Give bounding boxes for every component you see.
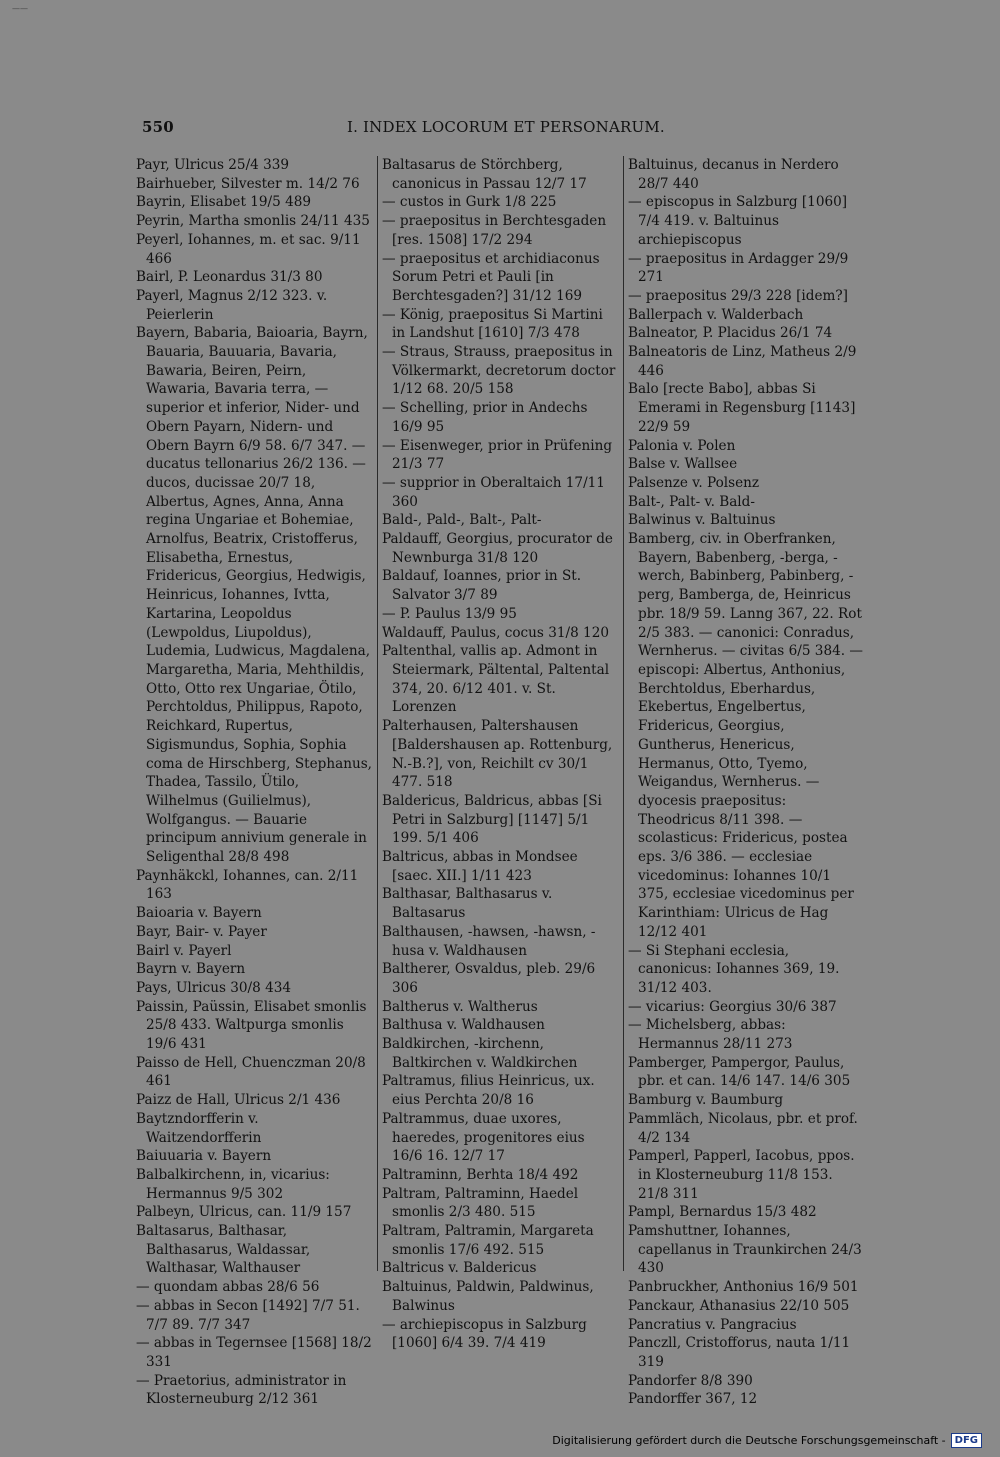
running-title: I. INDEX LOCORUM ET PERSONARUM. <box>347 118 665 136</box>
index-entry: — P. Paulus 13/9 95 <box>382 605 517 622</box>
corner-mark: —— <box>12 4 28 13</box>
index-entry: — Si Stephani ecclesia, canonicus: Iohannes 369, 19. 31/12 403. <box>628 942 844 996</box>
index-entry: Pandorffer 367, 12 <box>628 1391 758 1408</box>
footer-text: Digitalisierung gefördert durch die Deutsche Forschungsgemeinschaft - <box>552 1433 946 1447</box>
index-entry: Palterhausen, Paltershausen [Baldershausen ap. Rottenburg, N.-B.?], von, Reichilt cv 30/1 477. 518 <box>382 718 617 791</box>
index-entry: Panbruckher, Anthonius 16/9 501 <box>628 1279 859 1296</box>
index-columns <box>136 156 868 1408</box>
index-entry: Balthausen, -hawsen, -hawsn, -husa v. Waldhausen <box>382 923 596 959</box>
index-entry: Bayern, Babaria, Baioaria, Bayrn, Bauaria, Bauuaria, Bavaria, Bawaria, Beiren, Peirn, Wawaria, Bavaria terra, — superior et inferior, Nider- und Obern Payarn, Nidern- und Obern Bayrn 6/9 58. 6/7 347. — ducatus tellonarius 26/2 136. — ducos, ducissae 20/7 18, Albertus, Agnes, Anna, Anna regina Ungariae et Bohemiae, Arnolfus, Beatrix, Cristofferus, Elisabetha, Ernestus, Fridericus, Georgius, Hedwigis, Heinricus, Iohannes, Ivtta, Kartarina, Leopoldus (Lewpoldus, Liupoldus), Ludemia, Ludwicus, Magdalena, Margaretha, Maria, Mehthildis, Otto, Otto rex Ungariae, Ötilo, Perchtoldus, Philippus, Rapoto, Reichkard, Rupertus, Sigismundus, Sophia, Sophia coma de Hirschberg, Stephanus, Thadea, Tassilo, Ütilo, Wilhelmus (Guilielmus), Wolfgangus. — Bauarie principum annivium generale in Seligenthal 28/8 498 <box>136 325 377 866</box>
index-entry: Balse v. Wallsee <box>628 456 738 473</box>
index-entry: Bald-, Pald-, Balt-, Palt- <box>382 512 542 529</box>
index-entry: Pays, Ulricus 30/8 434 <box>136 979 292 996</box>
index-entry: — custos in Gurk 1/8 225 <box>382 194 557 211</box>
index-entry: Balbalkirchenn, in, vicarius: Hermannus 9/5 302 <box>136 1166 335 1202</box>
index-entry: Paltrammus, duae uxores, haeredes, progenitores eius 16/6 16. 12/7 17 <box>382 1110 589 1165</box>
index-entry: Paltramus, filius Heinricus, ux. eius Perchta 20/8 16 <box>382 1073 600 1109</box>
digitization-footer <box>552 1431 982 1449</box>
index-entry: Balneatoris de Linz, Matheus 2/9 446 <box>628 344 861 379</box>
index-entry: Pamshuttner, Iohannes, capellanus in Traunkirchen 24/3 430 <box>628 1223 867 1277</box>
index-entry: Bairl v. Payerl <box>136 942 232 959</box>
index-entry: — vicarius: Georgius 30/6 387 <box>628 998 837 1015</box>
index-entry: Waldauff, Paulus, cocus 31/8 120 <box>382 624 609 641</box>
index-entry: — Praetorius, administrator in Klosterneuburg 2/12 361 <box>136 1372 351 1408</box>
index-entry: Baltasarus, Balthasar, Balthasarus, Waldassar, Walthasar, Walthauser <box>136 1223 315 1277</box>
index-entry: Baltuinus, Paldwin, Paldwinus, Balwinus <box>382 1279 599 1314</box>
index-entry: Baldkirchen, -kirchenn, Baltkirchen v. Waldkirchen <box>382 1036 578 1071</box>
index-entry: — episcopus in Salzburg [1060] 7/4 419. v. Baltuinus archiepiscopus <box>628 194 852 248</box>
index-entry: Baltricus v. Baldericus <box>382 1260 537 1277</box>
index-entry: — Eisenweger, prior in Prüfening 21/3 77 <box>382 437 617 473</box>
column-divider <box>377 156 378 1271</box>
column-divider <box>623 156 624 1271</box>
index-entry: — supprior in Oberaltaich 17/11 360 <box>382 474 610 510</box>
index-entry: Baltherer, Osvaldus, pleb. 29/6 306 <box>382 961 600 996</box>
index-entry: Pammläch, Nicolaus, pbr. et prof. 4/2 134 <box>628 1110 863 1146</box>
index-entry: Baltricus, abbas in Mondsee [saec. XII.] 1/11 423 <box>382 849 583 884</box>
index-column-2 <box>382 156 618 1353</box>
index-entry: Bayr, Bair- v. Payer <box>136 923 267 940</box>
index-entry: — König, praepositus Si Martini in Landshut [1610] 7/3 478 <box>382 306 608 342</box>
index-entry: Bairhueber, Silvester m. 14/2 76 <box>136 175 360 192</box>
index-entry: — praepositus et archidiaconus Sorum Petri et Pauli [in Berchtesgaden?] 31/12 169 <box>382 250 604 304</box>
index-entry: Ballerpach v. Walderbach <box>628 306 804 323</box>
index-entry: Balwinus v. Baltuinus <box>628 512 776 529</box>
index-entry: Baltasarus de Störchberg, canonicus in Passau 12/7 17 <box>382 157 587 192</box>
index-entry: — abbas in Secon [1492] 7/7 51. 7/7 89. 7/7 347 <box>136 1297 365 1333</box>
index-entry: Panckaur, Athanasius 22/10 505 <box>628 1297 850 1314</box>
index-entry: — quondam abbas 28/6 56 <box>136 1279 320 1296</box>
index-entry: — abbas in Tegernsee [1568] 18/2 331 <box>136 1335 377 1370</box>
index-entry: Baioaria v. Bayern <box>136 905 262 922</box>
index-entry: Bayrn v. Bayern <box>136 961 246 978</box>
index-entry: Baldericus, Baldricus, abbas [Si Petri in Salzburg] [1147] 5/1 199. 5/1 406 <box>382 792 607 847</box>
index-entry: Paynhäkckl, Iohannes, can. 2/11 163 <box>136 867 363 903</box>
index-entry: Palonia v. Polen <box>628 437 736 454</box>
index-entry: Baltherus v. Waltherus <box>382 998 538 1015</box>
index-entry: Payr, Ulricus 25/4 339 <box>136 157 290 173</box>
index-entry: Bamburg v. Baumburg <box>628 1092 784 1109</box>
index-entry: Balthusa v. Waldhausen <box>382 1017 545 1034</box>
page-number: 550 <box>142 118 174 136</box>
index-entry: Panczll, Cristofforus, nauta 1/11 319 <box>628 1335 855 1370</box>
index-entry: — Michelsberg, abbas: Hermannus 28/11 273 <box>628 1017 793 1053</box>
index-entry: — praepositus in Berchtesgaden [res. 1508] 17/2 294 <box>382 213 611 248</box>
index-entry: Pamberger, Pampergor, Paulus, pbr. et can. 14/6 147. 14/6 305 <box>628 1054 851 1090</box>
index-entry: Baltuinus, decanus in Nerdero 28/7 440 <box>628 157 844 192</box>
index-entry: Palbeyn, Ulricus, can. 11/9 157 <box>136 1204 352 1221</box>
index-entry: Balo [recte Babo], abbas Si Emerami in Regensburg [1143] 22/9 59 <box>628 381 860 435</box>
index-entry: Baytzndorfferin v. Waitzendorfferin <box>136 1110 263 1146</box>
index-entry: Peyerl, Iohannes, m. et sac. 9/11 466 <box>136 231 365 267</box>
index-entry: — Schelling, prior in Andechs 16/9 95 <box>382 400 592 435</box>
index-entry: — Straus, Strauss, praepositus in Völkermarkt, decretorum doctor 1/12 68. 20/5 158 <box>382 344 620 398</box>
index-entry: Payerl, Magnus 2/12 323. v. Peierlerin <box>136 287 332 323</box>
index-entry: Bayrin, Elisabet 19/5 489 <box>136 194 312 211</box>
index-entry: Balt-, Palt- v. Bald- <box>628 493 755 510</box>
page-header <box>142 118 862 138</box>
index-entry: Paltram, Paltramin, Margareta smonlis 17/6 492. 515 <box>382 1223 599 1258</box>
index-entry: — praepositus in Ardagger 29/9 271 <box>628 250 853 286</box>
index-entry: Paltenthal, vallis ap. Admont in Steiermark, Pältental, Paltental 374, 20. 6/12 401. v. St. Lorenzen <box>382 643 614 716</box>
index-entry: Pampl, Bernardus 15/3 482 <box>628 1204 817 1221</box>
index-entry: Balneator, P. Placidus 26/1 74 <box>628 325 833 342</box>
index-entry: Paltraminn, Berhta 18/4 492 <box>382 1166 579 1183</box>
index-entry: Peyrin, Martha smonlis 24/11 435 <box>136 213 370 230</box>
index-column-3 <box>628 156 868 1409</box>
index-entry: Baiuuaria v. Bayern <box>136 1148 272 1165</box>
index-entry: Balthasar, Balthasarus v. Baltasarus <box>382 886 557 922</box>
index-entry: Pandorfer 8/8 390 <box>628 1372 753 1389</box>
index-entry: Paltram, Paltraminn, Haedel smonlis 2/3 480. 515 <box>382 1185 583 1221</box>
index-entry: Paizz de Hall, Ulricus 2/1 436 <box>136 1092 341 1109</box>
index-entry: Paissin, Paüssin, Elisabet smonlis 25/8 433. Waltpurga smonlis 19/6 431 <box>136 998 371 1053</box>
index-entry: Palsenze v. Polsenz <box>628 474 760 491</box>
index-entry: — archiepiscopus in Salzburg [1060] 6/4 39. 7/4 419 <box>382 1316 592 1352</box>
index-entry: Pamperl, Papperl, Iacobus, ppos. in Klosterneuburg 11/8 153. 21/8 311 <box>628 1148 859 1202</box>
index-entry: Pancratius v. Pangracius <box>628 1316 797 1333</box>
index-entry: Paisso de Hell, Chuenczman 20/8 461 <box>136 1054 371 1090</box>
index-entry: Paldauff, Georgius, procurator de Newnburga 31/8 120 <box>382 531 618 566</box>
index-entry: Baldauf, Ioannes, prior in St. Salvator 3/7 89 <box>382 568 586 604</box>
index-entry: — praepositus 29/3 228 [idem?] <box>628 287 848 304</box>
index-entry: Bamberg, civ. in Oberfranken, Bayern, Babenberg, -berga, -werch, Babinberg, Pabinberg, -perg, Bamberga, de, Heinricus pbr. 18/9 59. Lanng 367, 22. Rot 2/5 383. — canonici: Conradus, Wernherus. — civitas 6/5 384. — episcopi: Albertus, Anthonius, Berchtoldus, Eberhardus, Ekebertus, Engelbertus, Fridericus, Georgius, Guntherus, Henericus, Hermanus, Otto, Tyemo, Weigandus, Wernherus. — dyocesis praepositus: Theodricus 8/11 398. — scolasticus: Fridericus, postea eps. 3/6 386. — ecclesiae vicedominus: Iohannes 10/1 375, ecclesiae vicedominus per Karinthiam: Ulricus de Hag 12/12 401 <box>628 531 868 940</box>
dfg-logo[interactable]: DFG <box>951 1433 982 1448</box>
index-entry: Bairl, P. Leonardus 31/3 80 <box>136 269 323 286</box>
index-column-1 <box>136 156 377 1409</box>
